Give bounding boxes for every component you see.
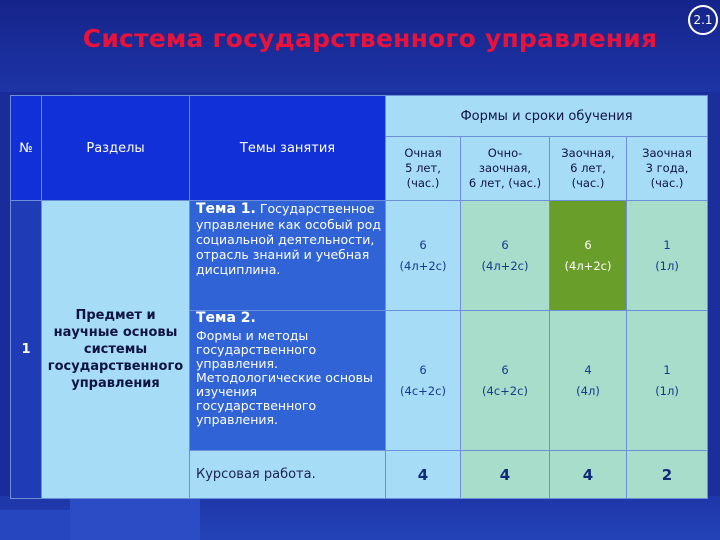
header-sections: Разделы [42,96,190,201]
topic-2-head: Тема 2. [196,310,256,326]
section-name: Предмет и научные основы системы государственного управления [42,201,190,499]
value-cell: 4 [550,451,627,499]
decorative-square-small [0,510,70,540]
header-form-correspondence-6y: Заочная, 6 лет, (час.) [550,137,627,201]
value-cell-highlighted: 6 (4л+2с) [550,201,627,311]
row-number: 1 [11,201,42,499]
curriculum-table [10,95,708,499]
header-topics: Темы занятия [190,96,386,201]
topic-2-text: Формы и методы государственного управления. Методологические основы изучения государственного управления. [196,328,373,427]
header-form-fulltime-5y: Очная 5 лет, (час.) [386,137,461,201]
value-cell: 1 (1л) [627,311,708,451]
value-cell: 6 (4с+2с) [386,311,461,451]
header-forms: Формы и сроки обучения [386,96,708,137]
value-cell: 2 [627,451,708,499]
header-form-parttime-6y: Очно- заочная, 6 лет, (час.) [461,137,550,201]
slide-title: Система государственного управления [82,24,658,53]
topic-1-head: Тема 1. [196,201,256,217]
value-cell: 4 [386,451,461,499]
coursework-cell: Курсовая работа. [190,451,386,499]
value-cell: 1 (1л) [627,201,708,311]
value-cell: 4 [461,451,550,499]
topic-1-text: Государственное управление как особый род социальной деятельности, отрасль знаний и учебная дисциплина. [196,201,381,277]
topic-cell-2 [190,311,386,451]
value-cell: 6 (4л+2с) [461,201,550,311]
header-form-correspondence-3y: Заочная 3 года, (час.) [627,137,708,201]
slide-number-badge: 2.1 [688,5,718,35]
header-number: № [11,96,42,201]
value-cell: 6 (4с+2с) [461,311,550,451]
value-cell: 6 (4л+2с) [386,201,461,311]
topic-cell-1 [190,201,386,311]
value-cell: 4 (4л) [550,311,627,451]
